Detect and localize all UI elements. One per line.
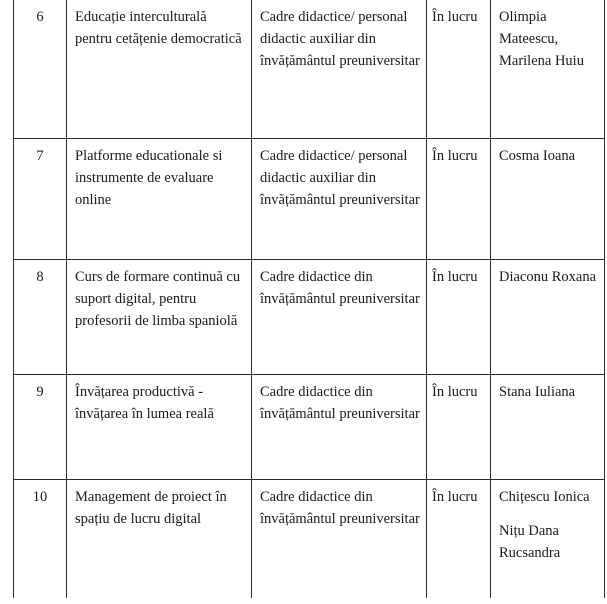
target-group: Cadre didactice din învățământul preuniversitar (252, 375, 427, 480)
responsible-cell (491, 260, 605, 375)
row-number: 8 (14, 260, 67, 375)
status-cell: În lucru (427, 0, 491, 139)
status-cell: În lucru (427, 139, 491, 260)
target-group: Cadre didactice din învățământul preuniversitar (252, 480, 427, 599)
course-title: Curs de formare continuă cu suport digital, pentru profesorii de limba spaniolă (67, 260, 252, 375)
responsible-name: Cosma Ioana (499, 148, 576, 164)
responsible-name: Chițescu Ionica (499, 489, 590, 505)
course-title: Platforme educationale si instrumente de evaluare online (67, 139, 252, 260)
row-number: 9 (14, 375, 67, 480)
status-cell: În lucru (427, 480, 491, 599)
status-cell: În lucru (427, 375, 491, 480)
responsible-name: Stana Iuliana (499, 384, 576, 400)
row-number: 6 (14, 0, 67, 139)
table-row (14, 375, 605, 480)
course-title: Management de proiect în spațiu de lucru digital (67, 480, 252, 599)
status-cell: În lucru (427, 260, 491, 375)
table-row (14, 260, 605, 375)
responsible-cell (491, 0, 605, 139)
target-group: Cadre didactice/ personal didactic auxiliar din învățământul preuniversitar (252, 139, 427, 260)
table-row (14, 480, 605, 599)
responsible-cell (491, 375, 605, 480)
target-group: Cadre didactice din învățământul preuniversitar (252, 260, 427, 375)
course-title: Învățarea productivă - învățarea în lumea reală (67, 375, 252, 480)
target-group: Cadre didactice/ personal didactic auxiliar din învățământul preuniversitar (252, 0, 427, 139)
responsible-name: Nițu Dana Rucsandra (499, 523, 561, 561)
responsible-cell (491, 480, 605, 599)
table-row (14, 139, 605, 260)
responsible-name: Diaconu Roxana (499, 269, 597, 285)
responsible-name: Olimpia Mateescu, Marilena Huiu (499, 9, 584, 69)
course-title: Educație interculturală pentru cetățenie democratică (67, 0, 252, 139)
row-number: 10 (14, 480, 67, 599)
spacer (499, 508, 598, 520)
table-row (14, 0, 605, 139)
row-number: 7 (14, 139, 67, 260)
responsible-cell (491, 139, 605, 260)
courses-table (13, 0, 605, 598)
